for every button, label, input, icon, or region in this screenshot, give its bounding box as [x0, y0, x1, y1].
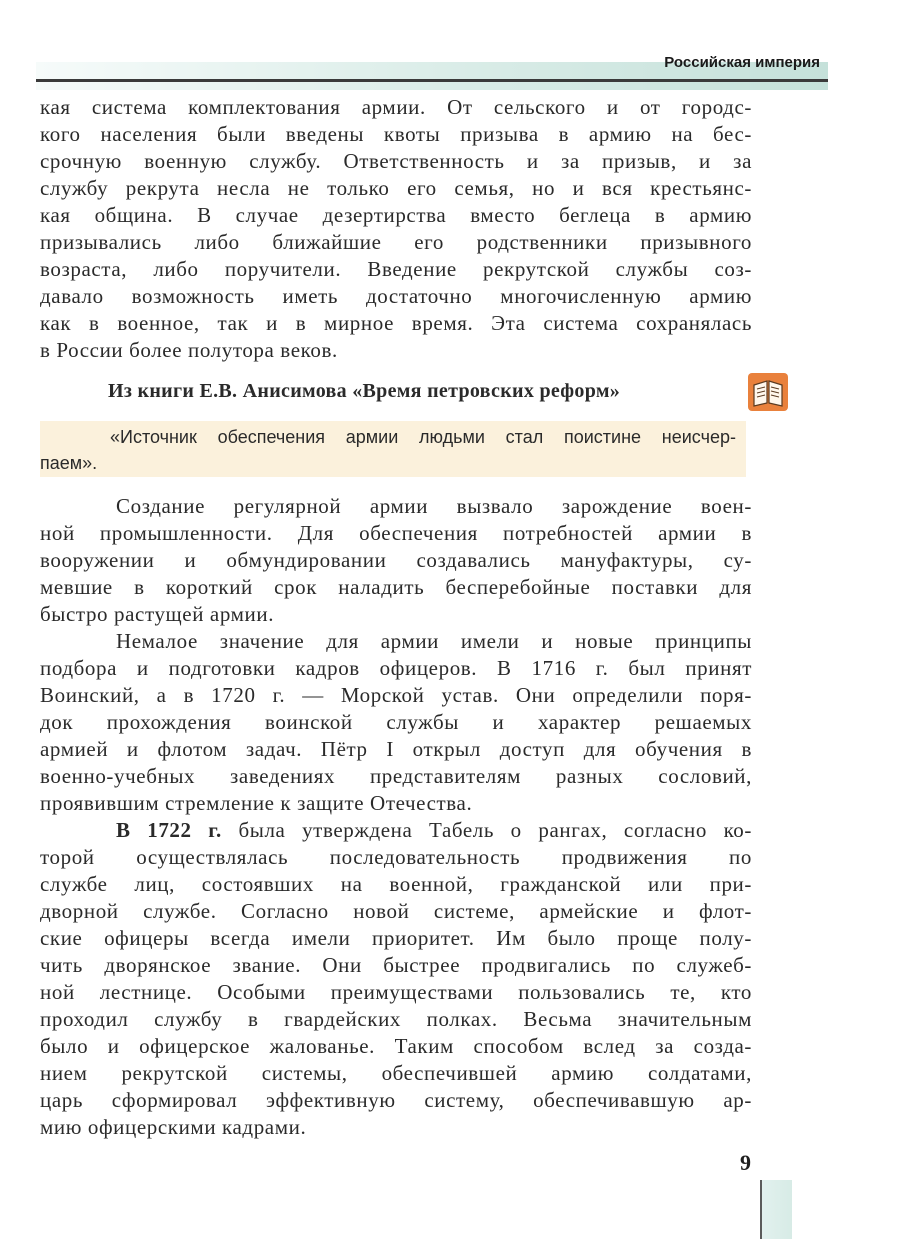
paragraph-4-line-rest: была утверждена Табель о рангах, согласно ко-	[221, 818, 753, 842]
paragraph-1-line: службу рекрута несла не только его семья, но и вся крестьянс-	[40, 176, 752, 200]
paragraph-1-line: как в военное, так и в мирное время. Эта система сохранялась	[40, 311, 752, 335]
paragraph-2-line: быстро растущей армии.	[40, 602, 275, 626]
paragraph-2-line: ной промышленности. Для обеспечения потребностей армии в	[40, 521, 752, 545]
paragraph-4-line: мию офицерскими кадрами.	[40, 1115, 307, 1139]
paragraph-2-line: Создание регулярной армии вызвало зарождение воен-	[116, 494, 752, 518]
paragraph-1-line: кая система комплектования армии. От сельского и от городс-	[40, 95, 752, 119]
page-number: 9	[740, 1150, 751, 1175]
running-header-title: Российская империя	[664, 54, 820, 71]
paragraph-3-line: док прохождения воинской службы и характер решаемых	[40, 710, 752, 734]
paragraph-1-line: давало возможность иметь достаточно многочисленную армию	[40, 284, 752, 308]
page-edge-strip	[760, 1180, 792, 1239]
header-rule	[36, 79, 828, 82]
year-1722-bold: В 1722 г.	[116, 818, 222, 842]
paragraph-3-line: армией и флотом задач. Пётр I открыл доступ для обучения в	[40, 737, 752, 761]
paragraph-4-line: царь сформировал эффективную систему, обеспечивавшую ар-	[40, 1088, 752, 1112]
paragraph-2-line: вооружении и обмундировании создавались мануфактуры, су-	[40, 548, 752, 572]
paragraph-3-line: Немалое значение для армии имели и новые принципы	[116, 629, 752, 653]
paragraph-4-line: ной лестнице. Особыми преимуществами пользовались те, кто	[40, 980, 752, 1004]
paragraph-4-line: нием рекрутской системы, обеспечившей армию солдатами,	[40, 1061, 752, 1085]
paragraph-4-line: торой осуществлялась последовательность продвижения по	[40, 845, 752, 869]
paragraph-4-line: было и офицерское жалованье. Таким способом вслед за созда-	[40, 1034, 752, 1058]
paragraph-3-line: подбора и подготовки кадров офицеров. В 1716 г. был принят	[40, 656, 752, 680]
paragraph-4-line: дворной службе. Согласно новой системе, армейские и флот-	[40, 899, 752, 923]
source-heading: Из книги Е.В. Анисимова «Время петровских реформ»	[108, 380, 621, 402]
paragraph-2-line: мевшие в короткий срок наладить бесперебойные поставки для	[40, 575, 752, 599]
paragraph-4-line: службе лиц, состоявших на военной, гражданской или при-	[40, 872, 752, 896]
paragraph-1-line: возраста, либо поручители. Введение рекрутской службы соз-	[40, 257, 752, 281]
paragraph-4-line: чить дворянское звание. Они быстрее продвигались по служеб-	[40, 953, 752, 977]
paragraph-4-line: проходил службу в гвардейских полках. Весьма значительным	[40, 1007, 752, 1031]
paragraph-3-line: Воинский, а в 1720 г. — Морской устав. Они определили поря-	[40, 683, 752, 707]
paragraph-1-line: в России более полутора веков.	[40, 338, 338, 362]
paragraph-3-line: проявившим стремление к защите Отечества.	[40, 791, 473, 815]
paragraph-1-line: срочную военную службу. Ответственность и за призыв, и за	[40, 149, 752, 173]
quote-line: паем».	[40, 453, 98, 473]
paragraph-1-line: кого населения были введены квоты призыва в армию на бес-	[40, 122, 752, 146]
quote-line: «Источник обеспечения армии людьми стал поистине неисчер-	[110, 427, 736, 447]
paragraph-4-line	[116, 817, 752, 843]
book-icon	[748, 373, 788, 411]
paragraph-4-line: ские офицеры всегда имели приоритет. Им было проще полу-	[40, 926, 752, 950]
paragraph-1-line: кая община. В случае дезертирства вместо беглеца в армию	[40, 203, 752, 227]
paragraph-1-line: призывались либо ближайшие его родственники призывного	[40, 230, 752, 254]
paragraph-3-line: военно-учебных заведениях представителям разных сословий,	[40, 764, 752, 788]
